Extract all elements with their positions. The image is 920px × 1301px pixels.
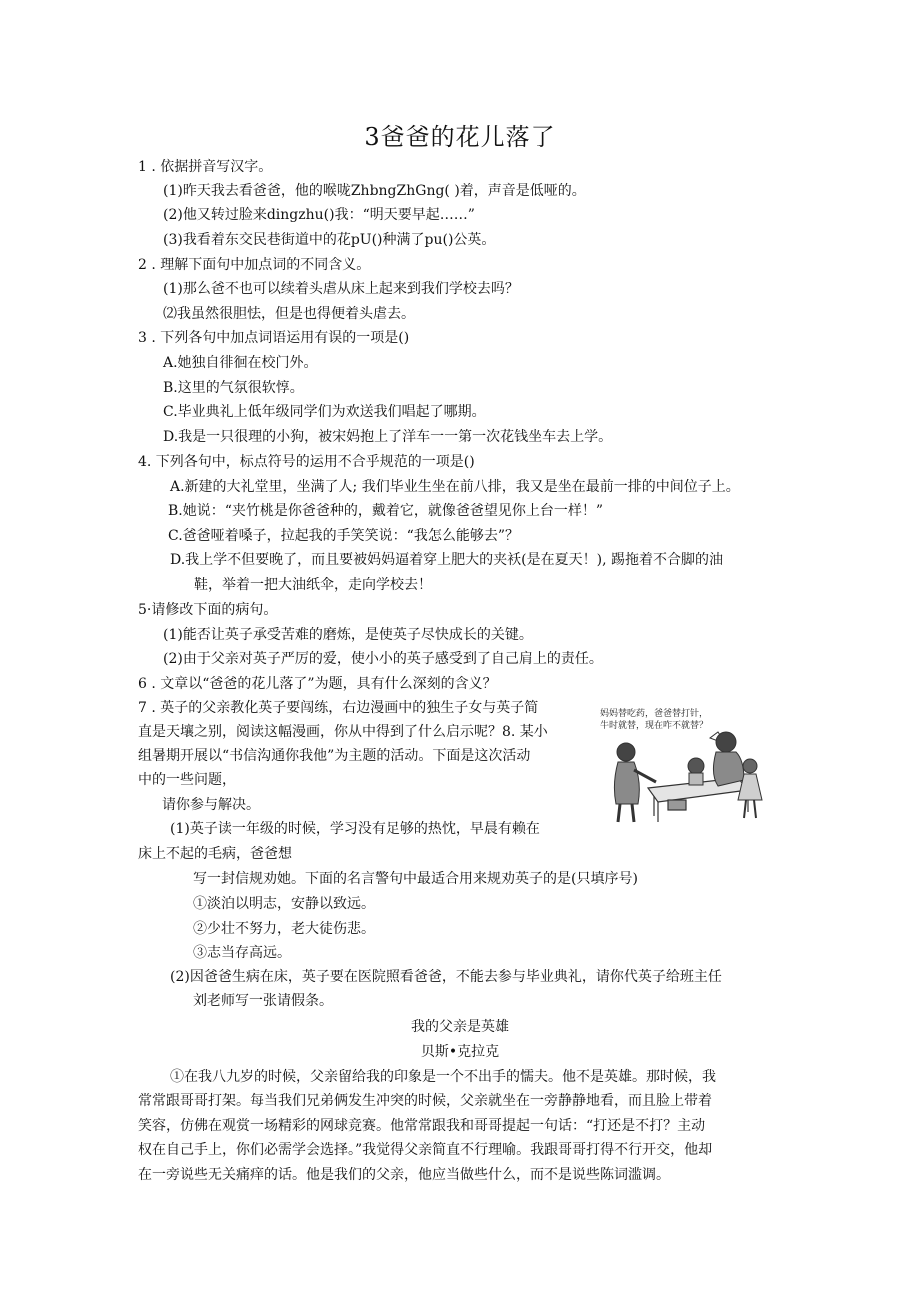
article-para-line-5: 在一旁说些无关痛痒的话。他是我们的父亲，他应当做些什么，而不是说些陈词滥调。 <box>138 1167 670 1183</box>
q3-option-d: D.我是一只很理的小狗，被宋妈抱上了洋车一一第一次花钱坐车去上学。 <box>163 429 613 445</box>
q5-item-2: (2)由于父亲对英子严厉的爱，使小小的英子感受到了自己肩上的责任。 <box>163 651 603 667</box>
q8-sub2-line-1: (2)因爸爸生病在床，英子要在医院照看爸爸，不能去参与毕业典礼，请你代英子给班主任 <box>170 969 722 985</box>
quote-option-1: ①淡泊以明志，安静以致远。 <box>193 896 375 912</box>
q3-option-a: A.她独自徘徊在校门外。 <box>163 355 318 371</box>
q8-sub1-line-1: (1)英子读一年级的时候，学习没有足够的热忱，早晨有赖在 <box>170 821 540 837</box>
article-title: 我的父亲是英雄 <box>411 1019 509 1035</box>
adult-figure-left <box>614 743 656 822</box>
q4-option-d-cont: 鞋，举着一把大油纸伞，走向学校去！ <box>194 577 432 593</box>
article-para-line-4: 权在自己手上，你们必需学会选择。”我觉得父亲简直不行理喻。我跟哥哥打得不行开交，他却 <box>138 1142 713 1158</box>
child-figure <box>688 758 704 785</box>
q8-line-1: 组暑期开展以“书信沟通你我他”为主题的活动。下面是这次活动 <box>138 748 531 764</box>
q4-option-c: C.爸爸哑着嗓子，拉起我的手笑笑说：“我怎么能够去”？ <box>168 528 519 544</box>
q8-line-2: 中的一些问题， <box>138 772 236 788</box>
q6-heading: 6 . 文章以“爸爸的花儿落了”为题，具有什么深刻的含义？ <box>138 676 497 692</box>
q5-item-1: (1)能否让英子承受苦难的磨炼，是使英子尽快成长的关键。 <box>163 627 533 643</box>
q3-heading: 3 . 下列各句中加点词语运用有误的一项是() <box>138 330 410 346</box>
q1-item-3: (3)我看着东交民巷街道中的花pU()种满了pu()公英。 <box>163 232 496 248</box>
q4-option-a: A.新建的大礼堂里，坐满了人; 我们毕业生坐在前八排，我又是坐在最前一排的中间位子上。 <box>170 479 740 495</box>
q4-heading: 4. 下列各句中，标点符号的运用不合乎规范的一项是() <box>138 454 475 470</box>
q8-line-3: 请你参与解决。 <box>162 797 260 813</box>
article-para-line-3: 笑容，仿佛在观赏一场精彩的网球竞赛。他常常跟我和哥哥提起一句话：“打还是不打？主动 <box>138 1118 706 1134</box>
q2-item-2: ⑵我虽然很胆怯，但是也得便着头虐去。 <box>163 306 415 322</box>
article-para-line-1: ①在我八九岁的时候，父亲留给我的印象是一个不出手的懦夫。他不是英雄。那时候，我 <box>170 1069 716 1085</box>
q1-item-1: (1)昨天我去看爸爸，他的喉咙ZhbngZhGng( )着，声音是低哑的。 <box>163 183 586 199</box>
cartoon-illustration <box>598 704 778 826</box>
q1-heading: 1 . 依据拼音写汉字。 <box>138 159 273 175</box>
q8-sub1-line-3: 写一封信规劝她。下面的名言警句中最适合用来规劝英子的是(只填序号) <box>193 871 638 887</box>
page-title: 3爸爸的花儿落了 <box>364 123 556 151</box>
q5-heading: 5·请修改下面的病句。 <box>138 602 278 618</box>
article-author: 贝斯•克拉克 <box>420 1044 500 1060</box>
q4-option-b: B.她说：“夹竹桃是你爸爸种的，戴着它，就像爸爸望见你上台一样！” <box>168 503 604 519</box>
q3-option-b: B.这里的气氛很软惇。 <box>163 380 304 396</box>
q4-option-d: D.我上学不但要晚了，而且要被妈妈逼着穿上肥大的夹袄(是在夏天！), 踢拖着不合脚的油 <box>170 552 723 568</box>
quote-option-2: ②少壮不努力，老大徒伤悲。 <box>193 921 375 937</box>
q8-sub2-line-2: 刘老师写一张请假条。 <box>193 993 333 1009</box>
cartoon-caption-1: 妈妈替吃药，爸爸替打针， <box>600 709 709 719</box>
article-para-line-2: 常常跟哥哥打架。每当我们兄弟俩发生冲突的时候，父亲就坐在一旁静静地看，而且脸上带着 <box>138 1093 712 1109</box>
q2-heading: 2 . 理解下面句中加点词的不同含义。 <box>138 257 371 273</box>
q7-line-2: 直是天壤之别，阅读这幅漫画，你从中得到了什么启示呢？8. 某小 <box>138 724 548 740</box>
q2-item-1: (1)那么爸不也可以续着头虐从床上起来到我们学校去吗？ <box>163 281 519 297</box>
q8-sub1-line-2: 床上不起的毛病，爸爸想 <box>138 846 292 862</box>
q7-line-1: 7 . 英子的父亲教化英子要闯练，右边漫画中的独生子女与英子简 <box>138 700 539 716</box>
q3-option-c: C.毕业典礼上低年级同学们为欢送我们唱起了哪期。 <box>163 404 486 420</box>
cartoon-caption-2: 牛时就替，现在咋不就替？ <box>600 721 709 731</box>
q1-item-2: (2)他又转过脸来dingzhu()我：“明天要早起……” <box>163 207 475 223</box>
adult-figure-right <box>713 732 744 786</box>
quote-option-3: ③志当存高远。 <box>193 945 291 961</box>
